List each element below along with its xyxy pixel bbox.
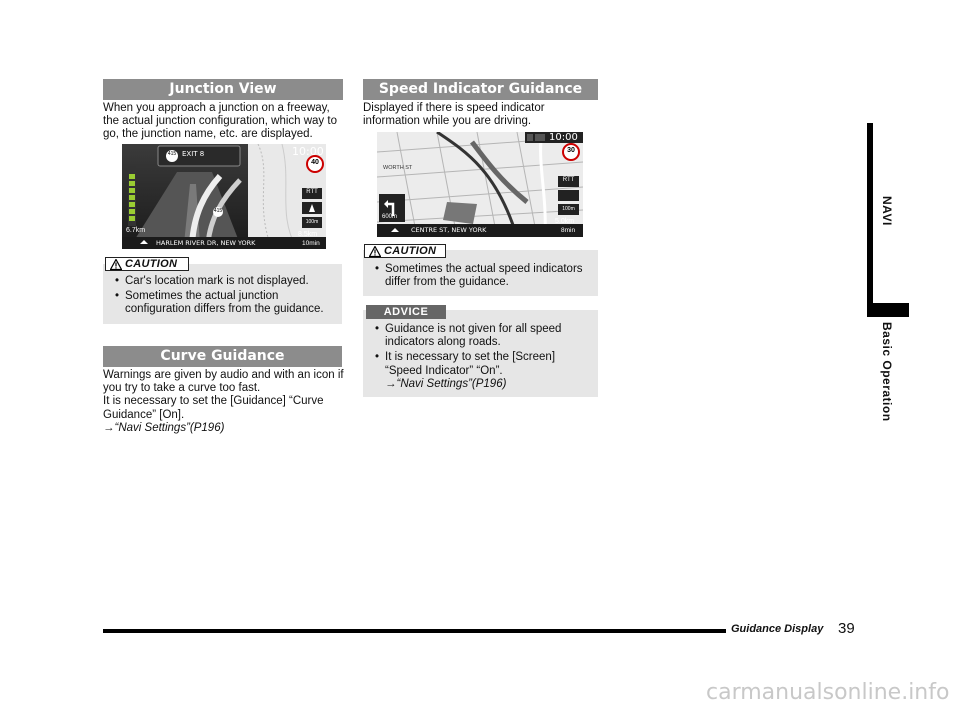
speed-caution-badge bbox=[364, 244, 446, 258]
speed-indicator-intro: Displayed if there is speed indicator information while you are driving. bbox=[363, 102, 545, 128]
compass-icon[interactable] bbox=[302, 202, 322, 214]
junction-time-right: 10min bbox=[302, 240, 320, 247]
junction-rtt-button[interactable]: RTT bbox=[306, 189, 318, 195]
speed-limit-sign: 30 bbox=[567, 147, 575, 154]
junction-speed-sign: 40 bbox=[311, 159, 319, 166]
sidebar-tab-block bbox=[867, 303, 909, 317]
sidebar-label-basic-operation: Basic Operation bbox=[880, 322, 894, 422]
compass-icon[interactable] bbox=[558, 190, 579, 201]
junction-dist-right: 8.5km bbox=[298, 231, 318, 238]
junction-dist-left: 6.7km bbox=[126, 227, 146, 234]
speed-rtt-button[interactable]: RTT bbox=[562, 177, 575, 183]
caution-label: CAUTION bbox=[125, 258, 178, 270]
caution-item: • Sometimes the actual speed indicators differ from the guidance. bbox=[373, 263, 595, 289]
caution-item: • Sometimes the actual junction configuration differs from the guidance. bbox=[113, 290, 338, 316]
caution-item: • Car's location mark is not displayed. bbox=[113, 275, 338, 288]
speed-indicator-screenshot bbox=[377, 132, 583, 237]
sidebar-label-navi: NAVI bbox=[880, 196, 894, 226]
junction-caution-box bbox=[103, 264, 342, 324]
junction-exit-shield: 415 bbox=[167, 151, 177, 157]
page-number: 39 bbox=[838, 620, 855, 637]
junction-scale-button[interactable]: 100m bbox=[305, 219, 319, 225]
sidebar-tab-navi bbox=[867, 123, 873, 306]
speed-indicator-heading: Speed Indicator Guidance bbox=[363, 79, 598, 100]
advice-item: • Guidance is not given for all speed indicators along roads. bbox=[373, 323, 595, 349]
speed-clock: 10:00 bbox=[549, 132, 578, 143]
advice-item: • It is necessary to set the [Screen] “Speed Indicator” “On”. →“Navi Settings”(P196) bbox=[373, 351, 595, 391]
warning-icon bbox=[110, 259, 122, 270]
junction-view-screenshot bbox=[122, 144, 326, 249]
curve-guidance-text: Warnings are given by audio and with an icon if you try to take a curve too fast. It is necessary to set the [Guidance] “Curve Guidance” [On]. →“Navi Settings”(P196) bbox=[103, 369, 344, 434]
speed-road-name: CENTRE ST, NEW YORK bbox=[411, 226, 487, 234]
speed-advice-badge: ADVICE bbox=[366, 305, 446, 319]
junction-view-heading: Junction View bbox=[103, 79, 343, 100]
speed-scale-button[interactable]: 100m bbox=[562, 206, 575, 212]
speed-time-right: 8min bbox=[561, 227, 576, 234]
junction-road-name: HARLEM RIVER DR, NEW YORK bbox=[156, 239, 256, 247]
junction-view-intro: When you approach a junction on a freeway, the actual junction configuration, which way to go, the junction name, etc. are displayed. bbox=[103, 102, 337, 141]
caution-label: CAUTION bbox=[384, 245, 437, 257]
junction-exit-label: EXIT 8 bbox=[182, 150, 205, 158]
watermark: carmanualsonline.info bbox=[706, 680, 950, 705]
speed-turn-distance: 600m bbox=[382, 214, 398, 220]
speed-advice-box bbox=[363, 310, 598, 397]
speed-dist-right: 5.0km bbox=[555, 218, 575, 225]
speed-map-image bbox=[377, 132, 583, 237]
footer-section-title: Guidance Display bbox=[731, 623, 824, 635]
junction-caution-badge bbox=[105, 257, 189, 271]
junction-road-shield: 415 bbox=[213, 208, 223, 214]
footer-rule bbox=[103, 629, 726, 633]
junction-view-image bbox=[122, 144, 326, 249]
curve-guidance-heading: Curve Guidance bbox=[103, 346, 342, 367]
speed-map-place: WORTH ST bbox=[383, 165, 413, 171]
curve-guidance-ref[interactable]: →“Navi Settings”(P196) bbox=[103, 421, 225, 434]
advice-ref[interactable]: →“Navi Settings”(P196) bbox=[385, 377, 507, 390]
junction-clock: 10:00 bbox=[292, 145, 324, 158]
warning-icon bbox=[369, 246, 381, 257]
